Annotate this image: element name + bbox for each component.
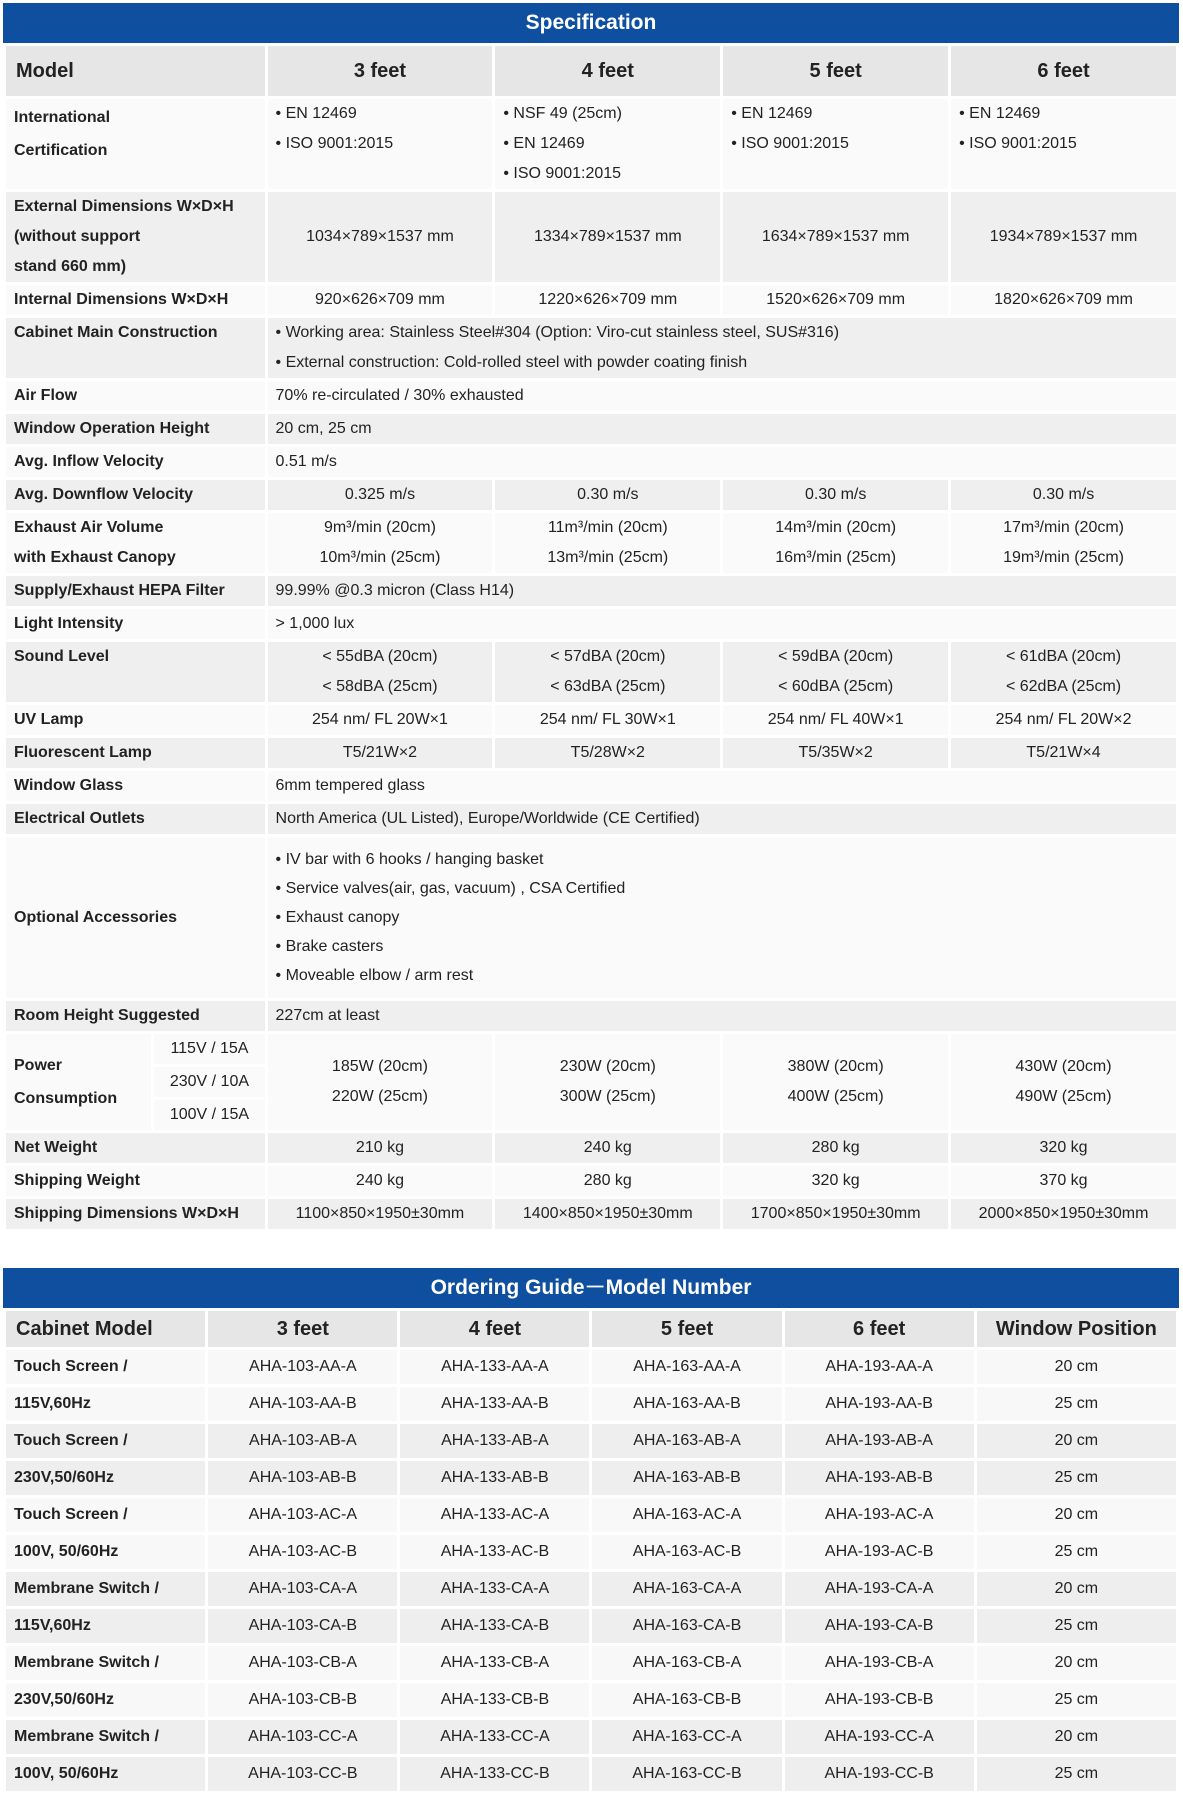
- window-height-label: Window Operation Height: [6, 414, 265, 444]
- row-sound: [6, 642, 1176, 702]
- light-value: > 1,000 lux: [268, 609, 1176, 639]
- model-4ft: AHA-133-AB-A: [400, 1424, 589, 1458]
- power-label: [6, 1034, 151, 1130]
- internal-dims-3ft: 920×626×709 mm: [268, 285, 493, 315]
- construction-line: • External construction: Cold-rolled steel with powder coating finish: [276, 348, 1168, 378]
- model-4ft: AHA-133-AA-B: [400, 1387, 589, 1421]
- value-line: < 62dBA (25cm): [1005, 678, 1122, 695]
- order-row: [6, 1498, 1176, 1532]
- model-4ft: AHA-133-AC-A: [400, 1498, 589, 1532]
- power-voltage: 100V / 15A: [154, 1100, 264, 1130]
- order-row: [6, 1350, 1176, 1384]
- ship-dims-label: Shipping Dimensions W×D×H: [6, 1199, 265, 1229]
- model-5ft: AHA-163-AB-B: [592, 1461, 781, 1495]
- sound-6ft: [951, 642, 1176, 702]
- col-6ft: 6 feet: [785, 1311, 974, 1347]
- model-6ft: AHA-193-AA-A: [785, 1350, 974, 1384]
- uv-4ft: 254 nm/ FL 30W×1: [495, 705, 720, 735]
- accessory-item: • Moveable elbow / arm rest: [276, 961, 1168, 990]
- value-line: < 58dBA (25cm): [322, 678, 438, 695]
- downflow-3ft: 0.325 m/s: [268, 480, 493, 510]
- cert-item: • EN 12469: [503, 129, 712, 159]
- certification-5ft: [723, 99, 948, 189]
- model-4ft: AHA-133-CA-B: [400, 1609, 589, 1643]
- value-line: 17m³/min (20cm): [1003, 519, 1124, 536]
- order-row: [6, 1683, 1176, 1717]
- model-6ft: AHA-193-CB-A: [785, 1646, 974, 1680]
- inflow-value: 0.51 m/s: [268, 447, 1176, 477]
- certification-label: [6, 99, 265, 189]
- order-row: [6, 1757, 1176, 1791]
- external-dims-5ft: 1634×789×1537 mm: [723, 192, 948, 282]
- label-line: Exhaust Air Volume: [14, 519, 164, 536]
- model-3ft: AHA-103-CB-A: [208, 1646, 397, 1680]
- label-line: External Dimensions W×D×H: [14, 198, 234, 215]
- window-position: 25 cm: [977, 1535, 1176, 1569]
- value-line: 11m³/min (20cm): [547, 519, 668, 536]
- outlets-label: Electrical Outlets: [6, 804, 265, 834]
- row-shipping-dimensions: [6, 1199, 1176, 1229]
- model-6ft: AHA-193-AB-B: [785, 1461, 974, 1495]
- internal-dims-label: Internal Dimensions W×D×H: [6, 285, 265, 315]
- value-line: 400W (25cm): [787, 1088, 884, 1105]
- order-row: [6, 1609, 1176, 1643]
- value-line: 16m³/min (25cm): [775, 549, 897, 566]
- window-position: 20 cm: [977, 1498, 1176, 1532]
- ship-weight-5ft: 320 kg: [723, 1166, 948, 1196]
- value-line: 13m³/min (25cm): [547, 549, 669, 566]
- row-construction: [6, 318, 1176, 378]
- window-position: 25 cm: [977, 1757, 1176, 1791]
- model-4ft: AHA-133-CB-B: [400, 1683, 589, 1717]
- window-position: 20 cm: [977, 1572, 1176, 1606]
- model-4ft: AHA-133-AB-B: [400, 1461, 589, 1495]
- label-line: stand 660 mm): [14, 258, 127, 275]
- model-6ft: AHA-193-CC-A: [785, 1720, 974, 1754]
- ship-dims-5ft: 1700×850×1950±30mm: [723, 1199, 948, 1229]
- ship-weight-3ft: 240 kg: [268, 1166, 493, 1196]
- ship-weight-4ft: 280 kg: [495, 1166, 720, 1196]
- specification-title: Specification: [3, 3, 1179, 43]
- row-window-height: [6, 414, 1176, 444]
- sound-5ft: [723, 642, 948, 702]
- light-label: Light Intensity: [6, 609, 265, 639]
- value-line: 490W (25cm): [1015, 1088, 1112, 1105]
- downflow-label: Avg. Downflow Velocity: [6, 480, 265, 510]
- downflow-6ft: 0.30 m/s: [951, 480, 1176, 510]
- col-4ft: 4 feet: [495, 46, 720, 96]
- external-dims-label: [6, 192, 265, 282]
- window-position: 25 cm: [977, 1387, 1176, 1421]
- row-inflow: [6, 447, 1176, 477]
- accessory-item: • Service valves(air, gas, vacuum) , CSA Certified: [276, 874, 1168, 903]
- ship-dims-6ft: 2000×850×1950±30mm: [951, 1199, 1176, 1229]
- cabinet-model-label: Membrane Switch /: [6, 1572, 205, 1606]
- value-line: 230W (20cm): [559, 1058, 656, 1075]
- value-line: < 63dBA (25cm): [550, 678, 666, 695]
- model-5ft: AHA-163-CA-A: [592, 1572, 781, 1606]
- value-line: < 55dBA (20cm): [322, 648, 438, 665]
- label-line: Certification: [14, 142, 108, 159]
- glass-label: Window Glass: [6, 771, 265, 801]
- model-3ft: AHA-103-AA-B: [208, 1387, 397, 1421]
- power-6ft: [951, 1034, 1176, 1130]
- model-3ft: AHA-103-CA-B: [208, 1609, 397, 1643]
- col-6ft: 6 feet: [951, 46, 1176, 96]
- model-6ft: AHA-193-AB-A: [785, 1424, 974, 1458]
- row-downflow: [6, 480, 1176, 510]
- ordering-guide-table: [3, 1308, 1179, 1794]
- model-3ft: AHA-103-AB-B: [208, 1461, 397, 1495]
- model-5ft: AHA-163-CB-A: [592, 1646, 781, 1680]
- cabinet-model-label: Touch Screen /: [6, 1424, 205, 1458]
- net-weight-3ft: 210 kg: [268, 1133, 493, 1163]
- spec-header-row: [6, 46, 1176, 96]
- power-4ft: [495, 1034, 720, 1130]
- air-flow-value: 70% re-circulated / 30% exhausted: [268, 381, 1176, 411]
- value-line: 380W (20cm): [787, 1058, 884, 1075]
- model-3ft: AHA-103-AA-A: [208, 1350, 397, 1384]
- model-5ft: AHA-163-AC-B: [592, 1535, 781, 1569]
- fluorescent-label: Fluorescent Lamp: [6, 738, 265, 768]
- accessory-item: • Brake casters: [276, 932, 1168, 961]
- label-line: International: [14, 109, 111, 126]
- row-exhaust: [6, 513, 1176, 573]
- value-line: 19m³/min (25cm): [1003, 549, 1124, 566]
- ship-dims-3ft: 1100×850×1950±30mm: [268, 1199, 493, 1229]
- model-5ft: AHA-163-AB-A: [592, 1424, 781, 1458]
- row-light: [6, 609, 1176, 639]
- uv-5ft: 254 nm/ FL 40W×1: [723, 705, 948, 735]
- net-weight-5ft: 280 kg: [723, 1133, 948, 1163]
- model-6ft: AHA-193-CA-B: [785, 1609, 974, 1643]
- col-5ft: 5 feet: [723, 46, 948, 96]
- certification-3ft: [268, 99, 493, 189]
- accessories-label: Optional Accessories: [6, 837, 265, 998]
- fluorescent-5ft: T5/35W×2: [723, 738, 948, 768]
- sound-label: Sound Level: [6, 642, 265, 702]
- fluorescent-4ft: T5/28W×2: [495, 738, 720, 768]
- window-position: 20 cm: [977, 1720, 1176, 1754]
- model-4ft: AHA-133-CB-A: [400, 1646, 589, 1680]
- construction-value: [268, 318, 1176, 378]
- cabinet-model-label: Membrane Switch /: [6, 1646, 205, 1680]
- order-row: [6, 1387, 1176, 1421]
- downflow-5ft: 0.30 m/s: [723, 480, 948, 510]
- cabinet-model-label: 115V,60Hz: [6, 1609, 205, 1643]
- value-line: < 60dBA (25cm): [778, 678, 894, 695]
- internal-dims-4ft: 1220×626×709 mm: [495, 285, 720, 315]
- row-external-dimensions: [6, 192, 1176, 282]
- window-position: 25 cm: [977, 1683, 1176, 1717]
- cabinet-model-label: Touch Screen /: [6, 1350, 205, 1384]
- value-line: 300W (25cm): [559, 1088, 656, 1105]
- col-4ft: 4 feet: [400, 1311, 589, 1347]
- construction-label: Cabinet Main Construction: [6, 318, 265, 378]
- power-voltage: 230V / 10A: [154, 1067, 264, 1097]
- cert-item: • EN 12469: [731, 99, 940, 129]
- value-line: 430W (20cm): [1015, 1058, 1112, 1075]
- cabinet-model-label: 230V,50/60Hz: [6, 1683, 205, 1717]
- exhaust-3ft: [268, 513, 493, 573]
- model-5ft: AHA-163-CC-A: [592, 1720, 781, 1754]
- value-line: 9m³/min (20cm): [323, 519, 436, 536]
- value-line: < 57dBA (20cm): [550, 648, 666, 665]
- cert-item: • ISO 9001:2015: [503, 159, 712, 189]
- model-5ft: AHA-163-AA-A: [592, 1350, 781, 1384]
- row-glass: [6, 771, 1176, 801]
- model-6ft: AHA-193-AA-B: [785, 1387, 974, 1421]
- uv-6ft: 254 nm/ FL 20W×2: [951, 705, 1176, 735]
- glass-value: 6mm tempered glass: [268, 771, 1176, 801]
- cabinet-model-label: 230V,50/60Hz: [6, 1461, 205, 1495]
- row-room-height: [6, 1001, 1176, 1031]
- model-3ft: AHA-103-AC-B: [208, 1535, 397, 1569]
- cabinet-model-label: 115V,60Hz: [6, 1387, 205, 1421]
- order-header-row: [6, 1311, 1176, 1347]
- ordering-guide-panel: [3, 1268, 1179, 1794]
- model-5ft: AHA-163-AA-B: [592, 1387, 781, 1421]
- specification-table: [3, 43, 1179, 1232]
- window-position: 25 cm: [977, 1461, 1176, 1495]
- cert-item: • NSF 49 (25cm): [503, 99, 712, 129]
- cert-item: • EN 12469: [276, 99, 485, 129]
- ship-dims-4ft: 1400×850×1950±30mm: [495, 1199, 720, 1229]
- power-3ft: [268, 1034, 493, 1130]
- uv-3ft: 254 nm/ FL 20W×1: [268, 705, 493, 735]
- ship-weight-label: Shipping Weight: [6, 1166, 265, 1196]
- row-internal-dimensions: [6, 285, 1176, 315]
- ordering-guide-title: Ordering Guide－Model Number: [3, 1268, 1179, 1308]
- value-line: < 61dBA (20cm): [1005, 648, 1122, 665]
- row-outlets: [6, 804, 1176, 834]
- model-3ft: AHA-103-AC-A: [208, 1498, 397, 1532]
- model-5ft: AHA-163-CB-B: [592, 1683, 781, 1717]
- model-4ft: AHA-133-CC-A: [400, 1720, 589, 1754]
- hepa-label: Supply/Exhaust HEPA Filter: [6, 576, 265, 606]
- accessories-list: [268, 837, 1176, 998]
- window-position: 20 cm: [977, 1350, 1176, 1384]
- exhaust-label: [6, 513, 265, 573]
- model-5ft: AHA-163-CC-B: [592, 1757, 781, 1791]
- model-4ft: AHA-133-AA-A: [400, 1350, 589, 1384]
- row-accessories: [6, 837, 1176, 998]
- accessory-item: • Exhaust canopy: [276, 903, 1168, 932]
- window-height-value: 20 cm, 25 cm: [268, 414, 1176, 444]
- model-6ft: AHA-193-CC-B: [785, 1757, 974, 1791]
- ship-weight-6ft: 370 kg: [951, 1166, 1176, 1196]
- uv-label: UV Lamp: [6, 705, 265, 735]
- order-row: [6, 1720, 1176, 1754]
- fluorescent-6ft: T5/21W×4: [951, 738, 1176, 768]
- col-5ft: 5 feet: [592, 1311, 781, 1347]
- hepa-value: 99.99% @0.3 micron (Class H14): [268, 576, 1176, 606]
- row-fluorescent: [6, 738, 1176, 768]
- cabinet-model-label: Touch Screen /: [6, 1498, 205, 1532]
- certification-6ft: [951, 99, 1176, 189]
- window-position: 20 cm: [977, 1424, 1176, 1458]
- row-certification: [6, 99, 1176, 189]
- accessory-item: • IV bar with 6 hooks / hanging basket: [276, 845, 1168, 874]
- air-flow-label: Air Flow: [6, 381, 265, 411]
- col-window-position: Window Position: [977, 1311, 1176, 1347]
- value-line: 220W (25cm): [331, 1088, 428, 1105]
- net-weight-4ft: 240 kg: [495, 1133, 720, 1163]
- model-5ft: AHA-163-CA-B: [592, 1609, 781, 1643]
- order-row: [6, 1424, 1176, 1458]
- row-power-1: [6, 1034, 1176, 1064]
- model-6ft: AHA-193-AC-A: [785, 1498, 974, 1532]
- inflow-label: Avg. Inflow Velocity: [6, 447, 265, 477]
- col-3ft: 3 feet: [208, 1311, 397, 1347]
- row-uv: [6, 705, 1176, 735]
- label-line: Power: [14, 1057, 63, 1074]
- specification-panel: [3, 3, 1179, 1232]
- value-line: < 59dBA (20cm): [778, 648, 894, 665]
- window-position: 20 cm: [977, 1646, 1176, 1680]
- order-row: [6, 1646, 1176, 1680]
- model-4ft: AHA-133-CA-A: [400, 1572, 589, 1606]
- exhaust-4ft: [495, 513, 720, 573]
- col-3ft: 3 feet: [268, 46, 493, 96]
- col-model: Model: [6, 46, 265, 96]
- net-weight-label: Net Weight: [6, 1133, 265, 1163]
- model-6ft: AHA-193-CB-B: [785, 1683, 974, 1717]
- col-cabinet-model: Cabinet Model: [6, 1311, 205, 1347]
- cert-item: • ISO 9001:2015: [959, 129, 1168, 159]
- row-air-flow: [6, 381, 1176, 411]
- downflow-4ft: 0.30 m/s: [495, 480, 720, 510]
- certification-4ft: [495, 99, 720, 189]
- value-line: 10m³/min (25cm): [319, 549, 441, 566]
- power-5ft: [723, 1034, 948, 1130]
- model-4ft: AHA-133-CC-B: [400, 1757, 589, 1791]
- row-net-weight: [6, 1133, 1176, 1163]
- external-dims-6ft: 1934×789×1537 mm: [951, 192, 1176, 282]
- model-3ft: AHA-103-CA-A: [208, 1572, 397, 1606]
- model-4ft: AHA-133-AC-B: [400, 1535, 589, 1569]
- fluorescent-3ft: T5/21W×2: [268, 738, 493, 768]
- window-position: 25 cm: [977, 1609, 1176, 1643]
- cabinet-model-label: Membrane Switch /: [6, 1720, 205, 1754]
- model-5ft: AHA-163-AC-A: [592, 1498, 781, 1532]
- sound-3ft: [268, 642, 493, 702]
- sound-4ft: [495, 642, 720, 702]
- cert-item: • ISO 9001:2015: [731, 129, 940, 159]
- outlets-value: North America (UL Listed), Europe/Worldwide (CE Certified): [268, 804, 1176, 834]
- room-height-value: 227cm at least: [268, 1001, 1176, 1031]
- model-3ft: AHA-103-CB-B: [208, 1683, 397, 1717]
- external-dims-3ft: 1034×789×1537 mm: [268, 192, 493, 282]
- model-6ft: AHA-193-CA-A: [785, 1572, 974, 1606]
- exhaust-5ft: [723, 513, 948, 573]
- order-row: [6, 1461, 1176, 1495]
- model-3ft: AHA-103-AB-A: [208, 1424, 397, 1458]
- cabinet-model-label: 100V, 50/60Hz: [6, 1535, 205, 1569]
- row-hepa: [6, 576, 1176, 606]
- room-height-label: Room Height Suggested: [6, 1001, 265, 1031]
- value-line: 14m³/min (20cm): [775, 519, 897, 536]
- label-line: with Exhaust Canopy: [14, 549, 176, 566]
- net-weight-6ft: 320 kg: [951, 1133, 1176, 1163]
- cert-item: • ISO 9001:2015: [276, 129, 485, 159]
- power-voltage: 115V / 15A: [154, 1034, 264, 1064]
- order-row: [6, 1535, 1176, 1569]
- label-line: Consumption: [14, 1090, 118, 1107]
- label-line: (without support: [14, 228, 141, 245]
- internal-dims-6ft: 1820×626×709 mm: [951, 285, 1176, 315]
- cabinet-model-label: 100V, 50/60Hz: [6, 1757, 205, 1791]
- exhaust-6ft: [951, 513, 1176, 573]
- model-3ft: AHA-103-CC-B: [208, 1757, 397, 1791]
- model-6ft: AHA-193-AC-B: [785, 1535, 974, 1569]
- external-dims-4ft: 1334×789×1537 mm: [495, 192, 720, 282]
- construction-line: • Working area: Stainless Steel#304 (Option: Viro-cut stainless steel, SUS#316): [276, 318, 1168, 348]
- order-row: [6, 1572, 1176, 1606]
- internal-dims-5ft: 1520×626×709 mm: [723, 285, 948, 315]
- value-line: 185W (20cm): [331, 1058, 428, 1075]
- model-3ft: AHA-103-CC-A: [208, 1720, 397, 1754]
- cert-item: • EN 12469: [959, 99, 1168, 129]
- row-shipping-weight: [6, 1166, 1176, 1196]
